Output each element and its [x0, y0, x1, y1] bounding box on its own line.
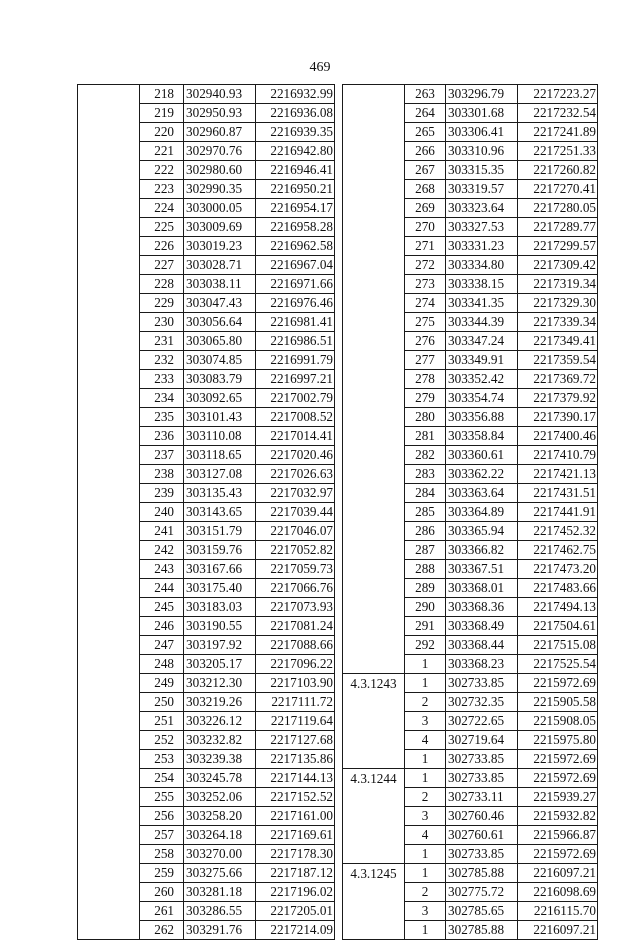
x-coordinate: 303183.03 [184, 598, 256, 617]
x-coordinate: 303135.43 [184, 484, 256, 503]
y-coordinate: 2216997.21 [256, 370, 335, 389]
y-coordinate: 2217144.13 [256, 769, 335, 788]
point-number: 220 [140, 123, 184, 142]
x-coordinate: 303110.08 [184, 427, 256, 446]
point-number: 246 [140, 617, 184, 636]
parcel-id [343, 85, 405, 674]
point-number: 229 [140, 294, 184, 313]
x-coordinate: 303368.36 [446, 598, 518, 617]
point-number: 227 [140, 256, 184, 275]
point-number: 283 [405, 465, 446, 484]
y-coordinate: 2217359.54 [518, 351, 598, 370]
x-coordinate: 302990.35 [184, 180, 256, 199]
y-coordinate: 2217020.46 [256, 446, 335, 465]
x-coordinate: 303151.79 [184, 522, 256, 541]
point-number: 255 [140, 788, 184, 807]
x-coordinate: 303331.23 [446, 237, 518, 256]
x-coordinate: 303364.89 [446, 503, 518, 522]
y-coordinate: 2217349.41 [518, 332, 598, 351]
y-coordinate: 2217169.61 [256, 826, 335, 845]
x-coordinate: 302733.85 [446, 769, 518, 788]
y-coordinate: 2215966.87 [518, 826, 598, 845]
x-coordinate: 302980.60 [184, 161, 256, 180]
x-coordinate: 303306.41 [446, 123, 518, 142]
x-coordinate: 303190.55 [184, 617, 256, 636]
point-number: 251 [140, 712, 184, 731]
y-coordinate: 2216942.80 [256, 142, 335, 161]
x-coordinate: 302785.88 [446, 864, 518, 883]
y-coordinate: 2217073.93 [256, 598, 335, 617]
point-number: 257 [140, 826, 184, 845]
y-coordinate: 2216962.58 [256, 237, 335, 256]
y-coordinate: 2217039.44 [256, 503, 335, 522]
y-coordinate: 2217431.51 [518, 484, 598, 503]
y-coordinate: 2217483.66 [518, 579, 598, 598]
x-coordinate: 302733.85 [446, 750, 518, 769]
y-coordinate: 2217494.13 [518, 598, 598, 617]
y-coordinate: 2217379.92 [518, 389, 598, 408]
x-coordinate: 303019.23 [184, 237, 256, 256]
y-coordinate: 2217280.05 [518, 199, 598, 218]
y-coordinate: 2216971.66 [256, 275, 335, 294]
x-coordinate: 302719.64 [446, 731, 518, 750]
parcel-id: 4.3.1243 [343, 674, 405, 769]
point-number: 279 [405, 389, 446, 408]
coordinate-table [77, 84, 598, 940]
point-number: 236 [140, 427, 184, 446]
point-number: 4 [405, 826, 446, 845]
y-coordinate: 2217066.76 [256, 579, 335, 598]
point-number: 292 [405, 636, 446, 655]
x-coordinate: 303291.76 [184, 921, 256, 940]
point-number: 262 [140, 921, 184, 940]
point-number: 250 [140, 693, 184, 712]
y-coordinate: 2217152.52 [256, 788, 335, 807]
point-number: 1 [405, 750, 446, 769]
point-number: 266 [405, 142, 446, 161]
y-coordinate: 2217452.32 [518, 522, 598, 541]
y-coordinate: 2216991.79 [256, 351, 335, 370]
x-coordinate: 303118.65 [184, 446, 256, 465]
y-coordinate: 2216097.21 [518, 864, 598, 883]
x-coordinate: 303212.30 [184, 674, 256, 693]
y-coordinate: 2217329.30 [518, 294, 598, 313]
x-coordinate: 303366.82 [446, 541, 518, 560]
x-coordinate: 303368.49 [446, 617, 518, 636]
x-coordinate: 302775.72 [446, 883, 518, 902]
point-number: 235 [140, 408, 184, 427]
point-number: 1 [405, 674, 446, 693]
x-coordinate: 303232.82 [184, 731, 256, 750]
x-coordinate: 302733.85 [446, 845, 518, 864]
point-number: 221 [140, 142, 184, 161]
y-coordinate: 2217299.57 [518, 237, 598, 256]
y-coordinate: 2217319.34 [518, 275, 598, 294]
x-coordinate: 303360.61 [446, 446, 518, 465]
x-coordinate: 303368.44 [446, 636, 518, 655]
y-coordinate: 2215939.27 [518, 788, 598, 807]
x-coordinate: 303245.78 [184, 769, 256, 788]
point-number: 4 [405, 731, 446, 750]
x-coordinate: 302785.88 [446, 921, 518, 940]
x-coordinate: 303349.91 [446, 351, 518, 370]
x-coordinate: 303341.35 [446, 294, 518, 313]
x-coordinate: 303197.92 [184, 636, 256, 655]
table-row [78, 85, 598, 104]
y-coordinate: 2215972.69 [518, 750, 598, 769]
x-coordinate: 303352.42 [446, 370, 518, 389]
y-coordinate: 2217400.46 [518, 427, 598, 446]
y-coordinate: 2217135.86 [256, 750, 335, 769]
y-coordinate: 2216946.41 [256, 161, 335, 180]
y-coordinate: 2217309.42 [518, 256, 598, 275]
y-coordinate: 2217473.20 [518, 560, 598, 579]
y-coordinate: 2216098.69 [518, 883, 598, 902]
y-coordinate: 2217241.89 [518, 123, 598, 142]
x-coordinate: 303319.57 [446, 180, 518, 199]
point-number: 291 [405, 617, 446, 636]
x-coordinate: 303356.88 [446, 408, 518, 427]
x-coordinate: 303310.96 [446, 142, 518, 161]
y-coordinate: 2217096.22 [256, 655, 335, 674]
point-number: 278 [405, 370, 446, 389]
point-number: 276 [405, 332, 446, 351]
y-coordinate: 2217260.82 [518, 161, 598, 180]
y-coordinate: 2217196.02 [256, 883, 335, 902]
point-number: 267 [405, 161, 446, 180]
y-coordinate: 2217161.00 [256, 807, 335, 826]
y-coordinate: 2217187.12 [256, 864, 335, 883]
y-coordinate: 2217103.90 [256, 674, 335, 693]
y-coordinate: 2215932.82 [518, 807, 598, 826]
point-number: 225 [140, 218, 184, 237]
y-coordinate: 2217369.72 [518, 370, 598, 389]
y-coordinate: 2217032.97 [256, 484, 335, 503]
point-number: 240 [140, 503, 184, 522]
point-number: 259 [140, 864, 184, 883]
x-coordinate: 302940.93 [184, 85, 256, 104]
x-coordinate: 303275.66 [184, 864, 256, 883]
y-coordinate: 2215908.05 [518, 712, 598, 731]
x-coordinate: 303358.84 [446, 427, 518, 446]
x-coordinate: 303347.24 [446, 332, 518, 351]
point-number: 1 [405, 655, 446, 674]
y-coordinate: 2216097.21 [518, 921, 598, 940]
y-coordinate: 2217008.52 [256, 408, 335, 427]
x-coordinate: 303301.68 [446, 104, 518, 123]
parcel-id: 4.3.1244 [343, 769, 405, 864]
point-number: 252 [140, 731, 184, 750]
point-number: 249 [140, 674, 184, 693]
y-coordinate: 2217289.77 [518, 218, 598, 237]
y-coordinate: 2215975.80 [518, 731, 598, 750]
point-number: 222 [140, 161, 184, 180]
y-coordinate: 2217119.64 [256, 712, 335, 731]
x-coordinate: 302785.65 [446, 902, 518, 921]
point-number: 272 [405, 256, 446, 275]
x-coordinate: 303083.79 [184, 370, 256, 389]
x-coordinate: 302732.35 [446, 693, 518, 712]
x-coordinate: 303205.17 [184, 655, 256, 674]
x-coordinate: 303264.18 [184, 826, 256, 845]
point-number: 284 [405, 484, 446, 503]
point-number: 287 [405, 541, 446, 560]
x-coordinate: 303056.64 [184, 313, 256, 332]
point-number: 260 [140, 883, 184, 902]
x-coordinate: 303315.35 [446, 161, 518, 180]
point-number: 226 [140, 237, 184, 256]
x-coordinate: 302733.11 [446, 788, 518, 807]
y-coordinate: 2217504.61 [518, 617, 598, 636]
y-coordinate: 2217059.73 [256, 560, 335, 579]
point-number: 280 [405, 408, 446, 427]
point-number: 263 [405, 85, 446, 104]
x-coordinate: 303362.22 [446, 465, 518, 484]
x-coordinate: 303159.76 [184, 541, 256, 560]
point-number: 270 [405, 218, 446, 237]
y-coordinate: 2217232.54 [518, 104, 598, 123]
x-coordinate: 303286.55 [184, 902, 256, 921]
y-coordinate: 2216976.46 [256, 294, 335, 313]
y-coordinate: 2216939.35 [256, 123, 335, 142]
x-coordinate: 303338.15 [446, 275, 518, 294]
y-coordinate: 2217014.41 [256, 427, 335, 446]
point-number: 3 [405, 807, 446, 826]
y-coordinate: 2217251.33 [518, 142, 598, 161]
point-number: 290 [405, 598, 446, 617]
x-coordinate: 302760.61 [446, 826, 518, 845]
point-number: 244 [140, 579, 184, 598]
point-number: 3 [405, 902, 446, 921]
point-number: 223 [140, 180, 184, 199]
point-number: 232 [140, 351, 184, 370]
point-number: 239 [140, 484, 184, 503]
point-number: 261 [140, 902, 184, 921]
x-coordinate: 303127.08 [184, 465, 256, 484]
y-coordinate: 2216981.41 [256, 313, 335, 332]
point-number: 230 [140, 313, 184, 332]
point-number: 286 [405, 522, 446, 541]
x-coordinate: 303092.65 [184, 389, 256, 408]
y-coordinate: 2217410.79 [518, 446, 598, 465]
x-coordinate: 303028.71 [184, 256, 256, 275]
x-coordinate: 302950.93 [184, 104, 256, 123]
point-number: 218 [140, 85, 184, 104]
parcel-cell [78, 85, 140, 940]
x-coordinate: 303252.06 [184, 788, 256, 807]
point-number: 268 [405, 180, 446, 199]
y-coordinate: 2217127.68 [256, 731, 335, 750]
y-coordinate: 2216967.04 [256, 256, 335, 275]
x-coordinate: 303323.64 [446, 199, 518, 218]
point-number: 242 [140, 541, 184, 560]
coordinate-table-body [78, 85, 598, 940]
x-coordinate: 302722.65 [446, 712, 518, 731]
x-coordinate: 303074.85 [184, 351, 256, 370]
x-coordinate: 302733.85 [446, 674, 518, 693]
x-coordinate: 303101.43 [184, 408, 256, 427]
y-coordinate: 2217052.82 [256, 541, 335, 560]
point-number: 285 [405, 503, 446, 522]
x-coordinate: 303226.12 [184, 712, 256, 731]
y-coordinate: 2217214.09 [256, 921, 335, 940]
point-number: 273 [405, 275, 446, 294]
y-coordinate: 2217339.34 [518, 313, 598, 332]
point-number: 1 [405, 921, 446, 940]
x-coordinate: 303363.64 [446, 484, 518, 503]
x-coordinate: 303368.23 [446, 655, 518, 674]
point-number: 234 [140, 389, 184, 408]
point-number: 2 [405, 788, 446, 807]
point-number: 248 [140, 655, 184, 674]
point-number: 282 [405, 446, 446, 465]
y-coordinate: 2217515.08 [518, 636, 598, 655]
y-coordinate: 2217178.30 [256, 845, 335, 864]
page-number: 469 [309, 60, 331, 75]
point-number: 265 [405, 123, 446, 142]
point-number: 289 [405, 579, 446, 598]
x-coordinate: 303167.66 [184, 560, 256, 579]
point-number: 275 [405, 313, 446, 332]
y-coordinate: 2215972.69 [518, 674, 598, 693]
point-number: 269 [405, 199, 446, 218]
x-coordinate: 303009.69 [184, 218, 256, 237]
y-coordinate: 2216936.08 [256, 104, 335, 123]
point-number: 228 [140, 275, 184, 294]
y-coordinate: 2217205.01 [256, 902, 335, 921]
point-number: 258 [140, 845, 184, 864]
x-coordinate: 303219.26 [184, 693, 256, 712]
point-number: 281 [405, 427, 446, 446]
point-number: 2 [405, 883, 446, 902]
x-coordinate: 302960.87 [184, 123, 256, 142]
x-coordinate: 303065.80 [184, 332, 256, 351]
point-number: 1 [405, 769, 446, 788]
y-coordinate: 2217421.13 [518, 465, 598, 484]
point-number: 264 [405, 104, 446, 123]
y-coordinate: 2215972.69 [518, 769, 598, 788]
point-number: 1 [405, 845, 446, 864]
x-coordinate: 302970.76 [184, 142, 256, 161]
x-coordinate: 303327.53 [446, 218, 518, 237]
point-number: 219 [140, 104, 184, 123]
point-number: 277 [405, 351, 446, 370]
point-number: 245 [140, 598, 184, 617]
x-coordinate: 303368.01 [446, 579, 518, 598]
x-coordinate: 302760.46 [446, 807, 518, 826]
point-number: 1 [405, 864, 446, 883]
y-coordinate: 2217081.24 [256, 617, 335, 636]
y-coordinate: 2217390.17 [518, 408, 598, 427]
y-coordinate: 2217002.79 [256, 389, 335, 408]
y-coordinate: 2216115.70 [518, 902, 598, 921]
point-number: 233 [140, 370, 184, 389]
point-number: 271 [405, 237, 446, 256]
point-number: 247 [140, 636, 184, 655]
point-number: 224 [140, 199, 184, 218]
y-coordinate: 2216958.28 [256, 218, 335, 237]
point-number: 253 [140, 750, 184, 769]
x-coordinate: 303038.11 [184, 275, 256, 294]
y-coordinate: 2217525.54 [518, 655, 598, 674]
point-number: 274 [405, 294, 446, 313]
x-coordinate: 303175.40 [184, 579, 256, 598]
x-coordinate: 303258.20 [184, 807, 256, 826]
point-number: 231 [140, 332, 184, 351]
y-coordinate: 2217223.27 [518, 85, 598, 104]
y-coordinate: 2217088.66 [256, 636, 335, 655]
x-coordinate: 303047.43 [184, 294, 256, 313]
point-number: 254 [140, 769, 184, 788]
point-number: 256 [140, 807, 184, 826]
column-gap [335, 85, 343, 940]
x-coordinate: 303296.79 [446, 85, 518, 104]
x-coordinate: 303344.39 [446, 313, 518, 332]
x-coordinate: 303239.38 [184, 750, 256, 769]
y-coordinate: 2217111.72 [256, 693, 335, 712]
y-coordinate: 2217270.41 [518, 180, 598, 199]
y-coordinate: 2215905.58 [518, 693, 598, 712]
x-coordinate: 303000.05 [184, 199, 256, 218]
y-coordinate: 2216954.17 [256, 199, 335, 218]
x-coordinate: 303281.18 [184, 883, 256, 902]
y-coordinate: 2216932.99 [256, 85, 335, 104]
y-coordinate: 2216950.21 [256, 180, 335, 199]
point-number: 243 [140, 560, 184, 579]
x-coordinate: 303334.80 [446, 256, 518, 275]
y-coordinate: 2217441.91 [518, 503, 598, 522]
x-coordinate: 303354.74 [446, 389, 518, 408]
y-coordinate: 2216986.51 [256, 332, 335, 351]
x-coordinate: 303143.65 [184, 503, 256, 522]
y-coordinate: 2217026.63 [256, 465, 335, 484]
point-number: 3 [405, 712, 446, 731]
x-coordinate: 303365.94 [446, 522, 518, 541]
point-number: 288 [405, 560, 446, 579]
point-number: 241 [140, 522, 184, 541]
y-coordinate: 2215972.69 [518, 845, 598, 864]
y-coordinate: 2217046.07 [256, 522, 335, 541]
x-coordinate: 303367.51 [446, 560, 518, 579]
y-coordinate: 2217462.75 [518, 541, 598, 560]
parcel-id: 4.3.1245 [343, 864, 405, 940]
point-number: 2 [405, 693, 446, 712]
x-coordinate: 303270.00 [184, 845, 256, 864]
point-number: 237 [140, 446, 184, 465]
point-number: 238 [140, 465, 184, 484]
